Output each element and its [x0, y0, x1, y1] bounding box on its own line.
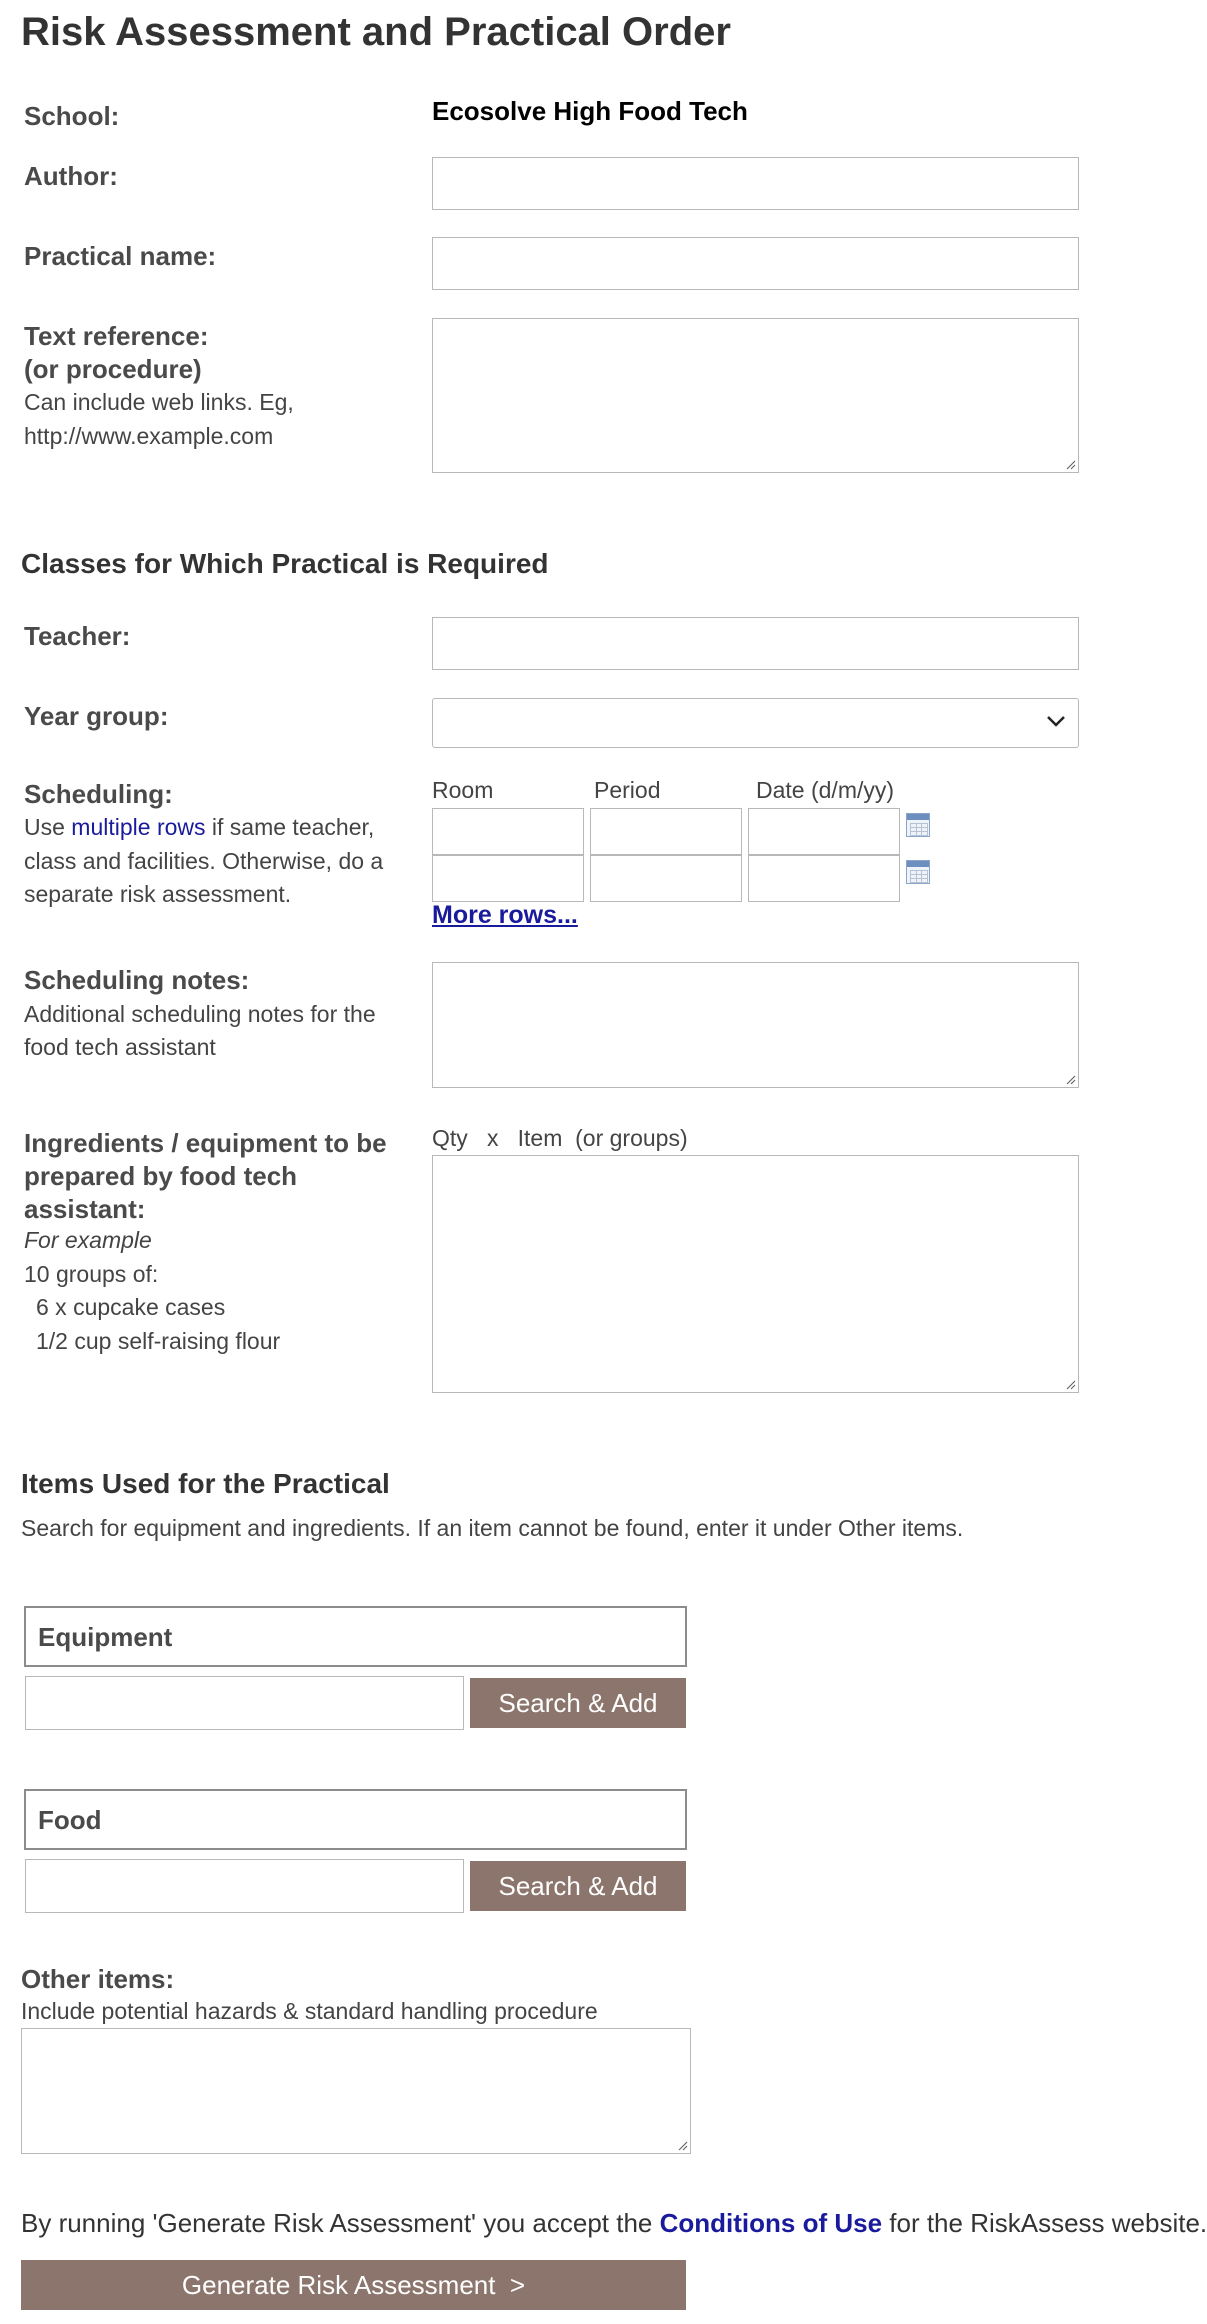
resize-grip-icon[interactable] — [676, 2139, 688, 2151]
text-reference-note-2: http://www.example.com — [24, 423, 274, 449]
ingredients-column-header: Qty x Item (or groups) — [432, 1125, 688, 1151]
terms-text-pre: By running 'Generate Risk Assessment' you accept the — [21, 2208, 660, 2238]
food-search-add-button[interactable]: Search & Add — [470, 1861, 686, 1911]
items-heading: Items Used for the Practical — [21, 1468, 390, 1499]
generate-risk-assessment-button[interactable]: Generate Risk Assessment > — [21, 2260, 686, 2310]
year-group-select[interactable] — [432, 698, 1079, 748]
resize-grip-icon[interactable] — [1064, 1378, 1076, 1390]
scheduling-notes-label: Scheduling notes: — [24, 965, 250, 995]
scheduling-note-2: class and facilities. Otherwise, do a — [24, 848, 384, 874]
calendar-icon[interactable] — [906, 860, 930, 884]
practical-name-input[interactable] — [432, 237, 1079, 290]
terms-text — [21, 2208, 1207, 2239]
scheduling-note-pre: Use — [24, 814, 72, 840]
chevron-down-icon — [1044, 709, 1068, 733]
resize-grip-icon[interactable] — [1064, 458, 1076, 470]
conditions-of-use-link[interactable]: Conditions of Use — [659, 2208, 883, 2238]
date-column-header: Date (d/m/yy) — [756, 777, 895, 803]
scheduling-notes-note-1: Additional scheduling notes for the — [24, 1001, 376, 1027]
school-label: School: — [24, 101, 120, 131]
ingredients-example-3: 1/2 cup self-raising flour — [36, 1328, 281, 1354]
ingredients-example-1: 10 groups of: — [24, 1261, 159, 1287]
food-search-input[interactable] — [25, 1859, 464, 1913]
resize-grip-icon[interactable] — [1064, 1073, 1076, 1085]
ingredients-label-2: prepared by food tech — [24, 1161, 298, 1191]
terms-text-post: for the RiskAssess website. — [882, 2208, 1207, 2238]
calendar-icon[interactable] — [906, 813, 930, 837]
other-items-note: Include potential hazards & standard handling procedure — [21, 1998, 598, 2024]
date-input-1[interactable] — [748, 808, 900, 855]
other-items-label: Other items: — [21, 1964, 175, 1994]
scheduling-notes-textarea[interactable] — [432, 962, 1079, 1088]
author-input[interactable] — [432, 157, 1079, 210]
room-input-1[interactable] — [432, 808, 584, 855]
text-reference-note-1: Can include web links. Eg, — [24, 389, 294, 415]
page-title: Risk Assessment and Practical Order — [21, 10, 731, 54]
equipment-heading: Equipment — [24, 1606, 687, 1667]
ingredients-textarea[interactable] — [432, 1155, 1079, 1393]
scheduling-note-1 — [24, 811, 374, 844]
text-reference-label: Text reference: — [24, 321, 209, 351]
equipment-search-add-button[interactable]: Search & Add — [470, 1678, 686, 1728]
date-input-2[interactable] — [748, 855, 900, 902]
scheduling-note-3: separate risk assessment. — [24, 881, 292, 907]
school-value: Ecosolve High Food Tech — [432, 96, 748, 126]
text-reference-textarea[interactable] — [432, 318, 1079, 473]
ingredients-label-1: Ingredients / equipment to be — [24, 1128, 387, 1158]
scheduling-notes-note-2: food tech assistant — [24, 1034, 216, 1060]
room-column-header: Room — [432, 777, 494, 803]
period-input-1[interactable] — [590, 808, 742, 855]
text-reference-sublabel: (or procedure) — [24, 354, 202, 384]
ingredients-example-heading: For example — [24, 1227, 152, 1253]
equipment-search-input[interactable] — [25, 1676, 464, 1730]
more-rows-link[interactable]: More rows... — [432, 901, 578, 929]
multiple-rows-link[interactable]: multiple rows — [71, 814, 206, 840]
ingredients-label-3: assistant: — [24, 1194, 146, 1224]
scheduling-label: Scheduling: — [24, 779, 173, 809]
scheduling-note-post: if same teacher, — [205, 814, 375, 840]
room-input-2[interactable] — [432, 855, 584, 902]
food-heading: Food — [24, 1789, 687, 1850]
items-intro: Search for equipment and ingredients. If an item cannot be found, enter it under Other items. — [21, 1515, 964, 1541]
period-input-2[interactable] — [590, 855, 742, 902]
practical-name-label: Practical name: — [24, 241, 217, 271]
author-label: Author: — [24, 161, 118, 191]
teacher-label: Teacher: — [24, 621, 131, 651]
classes-heading: Classes for Which Practical is Required — [21, 548, 549, 579]
other-items-textarea[interactable] — [21, 2028, 691, 2154]
ingredients-example-2: 6 x cupcake cases — [36, 1294, 226, 1320]
teacher-input[interactable] — [432, 617, 1079, 670]
year-group-label: Year group: — [24, 701, 169, 731]
period-column-header: Period — [594, 777, 661, 803]
